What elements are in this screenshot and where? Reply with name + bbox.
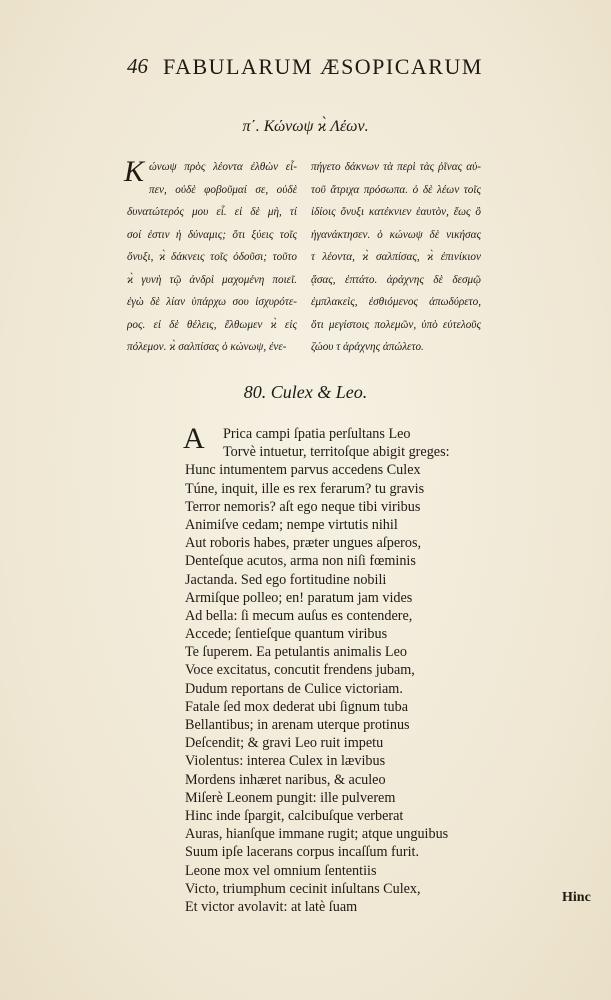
poem-line: Voce excitatus, concutit frendens jubam, (185, 662, 415, 679)
poem-line: Ad bella: ſi mecum auſus es contendere, (185, 607, 413, 624)
greek-fable-title: π΄. Κώνωψ ϰ̀ Λέων. (242, 118, 369, 135)
greek-line: ᾄσας, ἐπτάτο. ἀράχνης δὲ δεσμῷ (311, 273, 481, 286)
latin-poem (183, 422, 485, 916)
catchword: Hinc (562, 890, 591, 905)
greek-line: τ λέοντα, ϰ̀ σαλπίσας, ϰ̀ ἐπινίκιον (311, 251, 481, 263)
greek-line: τοῦ ἄτριχα πρόσωπα. ὁ δὲ λέων τοῖς (311, 183, 481, 196)
poem-line: Deſcendit; & gravi Leo ruit impetu (185, 735, 384, 752)
greek-line: πεν, οὐδὲ φοβοῦμαί σε, οὐδὲ (149, 183, 297, 196)
page-number: 46 (127, 54, 148, 78)
greek-line: ἠγανάκτησεν. ὁ κώνωψ δὲ νικήσας (311, 228, 481, 241)
greek-line: πόλεμον. ϰ̀ σαλπίσας ὁ κώνωψ, ἐνε- (127, 341, 287, 353)
greek-line: ϰ̀ γυνὴ τῷ ἀνδρὶ μαχομένη ποιεῖ. (127, 273, 297, 286)
greek-line: σοί ἐστιν ἡ δύναμις; ὅτι ξύεις τοῖς (127, 228, 297, 241)
poem-line: Miſerè Leonem pungit: ille pulverem (185, 789, 396, 806)
poem-line: Torvè intuetur, territoſque abigit greges: (223, 444, 450, 461)
greek-line: ζώου τ ἀράχνης ἀπώλετο. (311, 341, 424, 353)
poem-line: Denteſque acutos, arma non niſi fœminis (185, 553, 416, 570)
page-header (127, 54, 487, 84)
poem-line: Hunc intumentem parvus accedens Culex (185, 462, 421, 479)
poem-line: Túne, inquit, ille es rex ferarum? tu gravis (185, 480, 425, 497)
poem-line: Armiſque polleo; en! paratum jam vides (185, 589, 413, 606)
greek-line: ὅτι μεγίστοις πολεμῶν, ὑπὸ εὐτελοῦς (311, 318, 481, 331)
greek-column-left (124, 155, 297, 356)
latin-fable-title: 80. Culex & Leo. (243, 382, 368, 402)
greek-drop-capital: K (124, 155, 145, 188)
greek-line: ἐμπλακεὶς, ἐσθιόμενος ἀπωδύρετο, (311, 296, 481, 308)
greek-column-right (311, 156, 481, 356)
greek-line: ώνωψ πρὸς λέοντα ἐλθὼν εἶ- (149, 161, 297, 173)
poem-line: Accede; ſentieſque quantum viribus (185, 626, 388, 643)
poem-line: Te ſuperem. Ea petulantis animalis Leo (185, 644, 407, 661)
poem-line: Victo, triumphum cecinit inſultans Culex, (185, 880, 421, 897)
poem-line: Auras, hianſque immane rugit; atque unguibus (185, 826, 449, 843)
poem-line: Fatale ſed mox dederat ubi ſignum tuba (185, 698, 409, 715)
greek-fable-text (124, 155, 481, 356)
latin-drop-capital: A (183, 422, 205, 455)
greek-line: ρος. εἰ δὲ θέλεις, ἔλθωμεν ϰ̀ εἰς (127, 318, 297, 331)
running-title: FABULARUM ÆSOPICARUM (163, 54, 483, 79)
greek-line: ὄνυξι, ϰ̀ δάκνεις τοῖς ὀδοῦσι; τοῦτο (127, 251, 297, 263)
poem-line: Leone mox vel omnium ſententiis (185, 862, 377, 879)
poem-line: Mordens inhæret naribus, & aculeo (185, 771, 386, 788)
poem-line: Aut roboris habes, præter ungues aſperos, (185, 535, 422, 552)
poem-line: Prica campi ſpatia perſultans Leo (223, 426, 411, 442)
poem-line: Dudum reportans de Culice victoriam. (185, 680, 403, 697)
poem-line: Violentus: interea Culex in lævibus (185, 753, 386, 770)
greek-line: δυνατώτερός μου εἶ. εἰ δὲ μὴ, τί (127, 206, 297, 218)
poem-line: Jactanda. Sed ego fortitudine nobili (185, 571, 387, 588)
greek-line: ἰδίοις ὄνυξι κατέκνιεν ἑαυτὸν, ἕως ὃ (311, 206, 481, 218)
poem-line: Suum ipſe lacerans corpus incaſſum furit. (185, 844, 420, 861)
poem-line: Et victor avolavit: at latè ſuam (185, 898, 358, 915)
poem-line: Hinc inde ſpargit, calcibuſque verberat (185, 807, 404, 824)
greek-line: πήγετο δάκνων τὰ περὶ τὰς ῥῖνας αὐ- (311, 161, 481, 173)
poem-line: Animiſve cedam; nempe virtutis nihil (185, 516, 398, 533)
greek-line: ἐγὼ δὲ λίαν ὑπάρχω σου ἰσχυρότε- (127, 296, 297, 308)
poem-line: Terror nemoris? aſt ego neque tibi viribus (185, 498, 421, 515)
poem-line: Bellantibus; in arenam uterque protinus (185, 717, 410, 733)
